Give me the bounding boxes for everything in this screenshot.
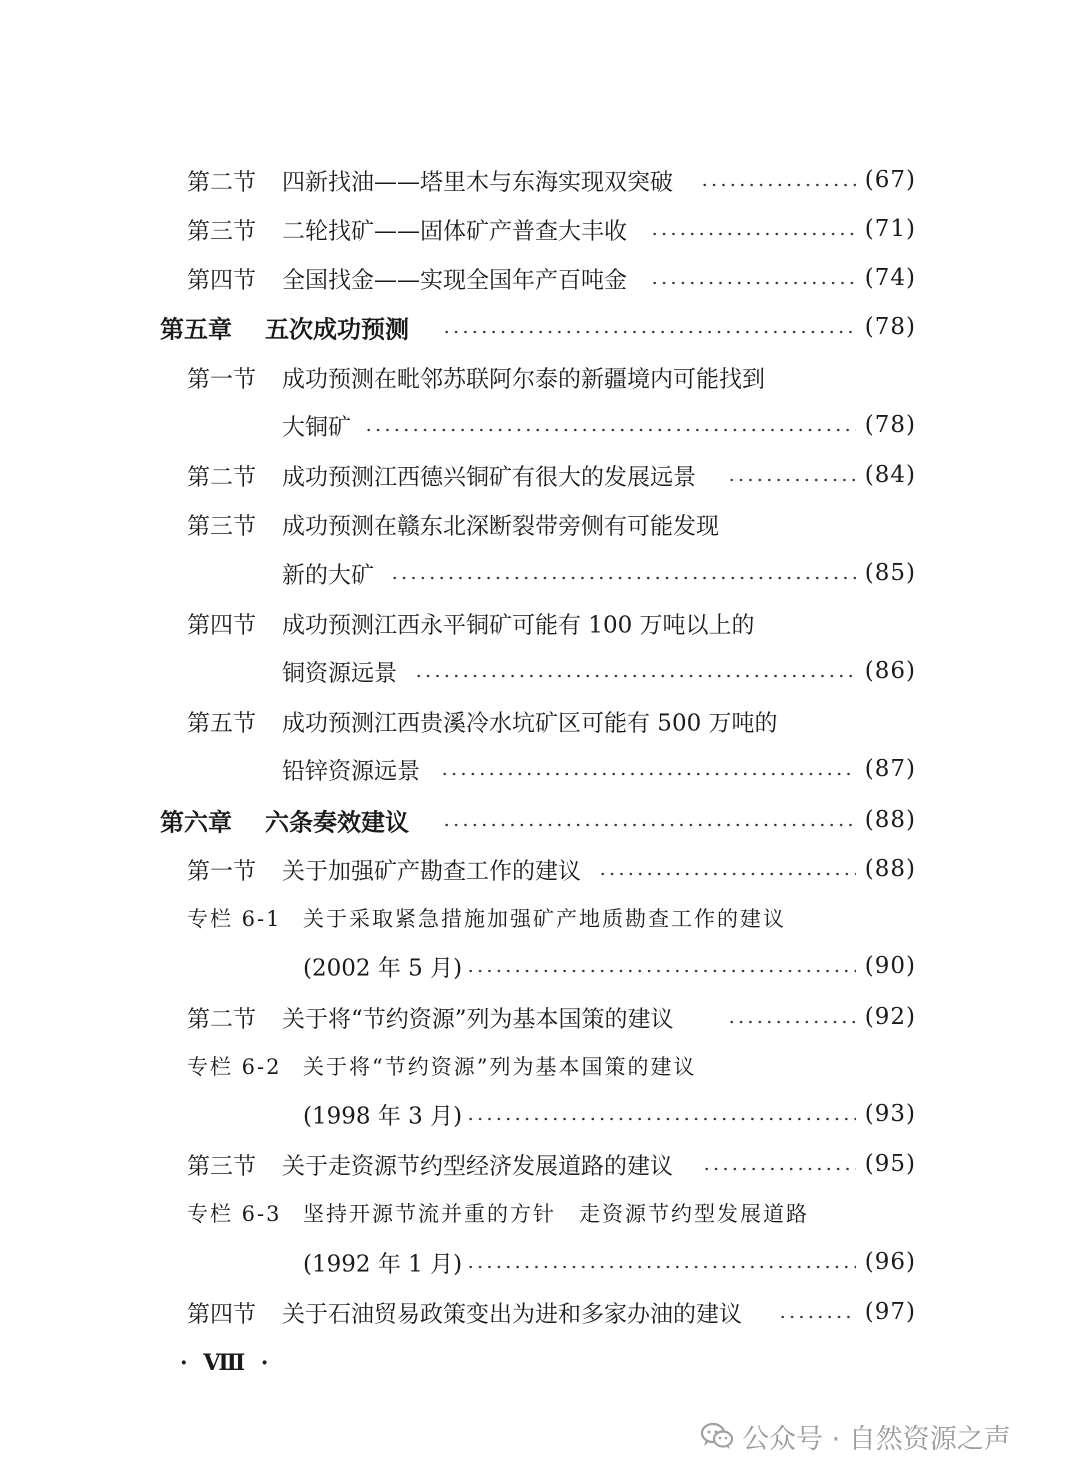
toc-chapter-row	[0, 800, 1080, 840]
dot-leader	[364, 428, 856, 432]
toc-page: (96)	[864, 1249, 916, 1275]
toc-page: (95)	[864, 1151, 916, 1177]
toc-title: 铜资源远景	[282, 660, 397, 687]
toc-row	[0, 997, 1080, 1037]
toc-label: 第四节	[187, 612, 256, 639]
dot-leader	[598, 872, 856, 876]
toc-title: 四新找油——塔里木与东海实现双突破	[282, 169, 673, 196]
toc-title: 成功预测江西贵溪冷水坑矿区可能有 500 万吨的	[282, 710, 778, 737]
box-label: 专栏 6-2	[187, 1055, 282, 1079]
box-label: 专栏 6-1	[187, 907, 282, 931]
toc-title: (1998 年 3 月)	[303, 1103, 463, 1130]
toc-title: 铅锌资源远景	[282, 758, 420, 785]
toc-title: (1992 年 1 月)	[303, 1251, 463, 1278]
toc-row	[0, 603, 1080, 643]
toc-label: 第二节	[187, 1006, 256, 1033]
dot-leader	[778, 1315, 856, 1319]
toc-label: 第三节	[187, 1153, 256, 1180]
dot-leader	[466, 969, 856, 973]
toc-page: (74)	[864, 265, 916, 291]
toc-row-continuation	[0, 553, 1080, 593]
toc-title: 成功预测江西德兴铜矿有很大的发展远景	[282, 464, 696, 491]
toc-row	[0, 701, 1080, 741]
toc-title: (2002 年 5 月)	[303, 955, 463, 982]
toc-title: 成功预测在赣东北深断裂带旁侧有可能发现	[282, 513, 719, 540]
dot-leader	[702, 1167, 856, 1171]
toc-title: 大铜矿	[282, 414, 351, 441]
dot-leader	[466, 1117, 856, 1121]
chapter-label: 第六章	[160, 808, 232, 837]
toc-title: 二轮找矿——固体矿产普查大丰收	[282, 218, 627, 245]
toc-label: 第二节	[187, 169, 256, 196]
dot-leader	[442, 330, 856, 334]
toc-label: 第四节	[187, 1301, 256, 1328]
dot-leader	[440, 772, 856, 776]
toc-page: (78)	[864, 412, 916, 438]
dot-leader	[442, 823, 856, 827]
toc-box-row	[0, 1046, 1080, 1086]
toc-title: 关于走资源节约型经济发展道路的建议	[282, 1153, 673, 1180]
watermark-text: 公众号 · 自然资源之声	[742, 1423, 1011, 1455]
dot-leader	[390, 576, 856, 580]
box-label: 专栏 6-3	[187, 1202, 282, 1226]
toc-page: (88)	[864, 807, 916, 833]
dot-leader	[727, 1020, 856, 1024]
toc-page: (88)	[864, 856, 916, 882]
toc-box-row	[0, 898, 1080, 938]
toc-row	[0, 504, 1080, 544]
toc-row	[0, 160, 1080, 200]
toc-row	[0, 357, 1080, 397]
page-number: · Ⅷ ·	[180, 1350, 273, 1376]
dot-leader	[700, 183, 856, 187]
toc-page: (92)	[864, 1004, 916, 1030]
watermark	[700, 1416, 1011, 1456]
toc-box-row	[0, 1193, 1080, 1233]
toc-label: 第三节	[187, 218, 256, 245]
chapter-title: 五次成功预测	[265, 315, 409, 344]
chapter-title: 六条奏效建议	[265, 808, 409, 837]
toc-row	[0, 1144, 1080, 1184]
toc-page: (78)	[864, 314, 916, 340]
toc-label: 第三节	[187, 513, 256, 540]
toc-page: (87)	[864, 756, 916, 782]
toc-page: (93)	[864, 1101, 916, 1127]
toc-row-continuation	[0, 749, 1080, 789]
toc-page: (85)	[864, 560, 916, 586]
toc-title: 全国找金——实现全国年产百吨金	[282, 267, 627, 294]
wechat-icon	[700, 1421, 734, 1451]
toc-title: 关于将“节约资源”列为基本国策的建议	[282, 1006, 674, 1033]
toc-label: 第一节	[187, 858, 256, 885]
dot-leader	[466, 1265, 856, 1269]
toc-page: (90)	[864, 953, 916, 979]
toc-title: 成功预测江西永平铜矿可能有 100 万吨以上的	[282, 612, 755, 639]
toc-row	[0, 209, 1080, 249]
chapter-label: 第五章	[160, 315, 232, 344]
toc-label: 第四节	[187, 267, 256, 294]
toc-row	[0, 258, 1080, 298]
toc-page: (97)	[864, 1299, 916, 1325]
toc-page: (84)	[864, 462, 916, 488]
toc-row-continuation	[0, 651, 1080, 691]
toc-title: 成功预测在毗邻苏联阿尔泰的新疆境内可能找到	[282, 366, 765, 393]
toc-title: 坚持开源节流并重的方针 走资源节约型发展道路	[303, 1202, 809, 1226]
toc-title: 新的大矿	[282, 562, 374, 589]
toc-row	[0, 1292, 1080, 1332]
dot-leader	[414, 674, 856, 678]
dot-leader	[650, 232, 856, 236]
toc-label: 第二节	[187, 464, 256, 491]
toc-title: 关于将“节约资源”列为基本国策的建议	[303, 1055, 697, 1079]
toc-title: 关于加强矿产勘查工作的建议	[282, 858, 581, 885]
toc-chapter-row	[0, 307, 1080, 347]
toc-title: 关于石油贸易政策变出为进和多家办油的建议	[282, 1301, 742, 1328]
toc-label: 第一节	[187, 366, 256, 393]
toc-page: (67)	[864, 167, 916, 193]
toc-label: 第五节	[187, 710, 256, 737]
toc-page: (86)	[864, 658, 916, 684]
toc-page: (71)	[864, 216, 916, 242]
toc-row-continuation	[0, 1094, 1080, 1134]
dot-leader	[650, 281, 856, 285]
toc-row-continuation	[0, 946, 1080, 986]
toc-row-continuation	[0, 405, 1080, 445]
toc-row	[0, 849, 1080, 889]
toc-row-continuation	[0, 1242, 1080, 1282]
toc-row	[0, 455, 1080, 495]
dot-leader	[727, 478, 856, 482]
toc-title: 关于采取紧急措施加强矿产地质勘查工作的建议	[303, 907, 786, 931]
